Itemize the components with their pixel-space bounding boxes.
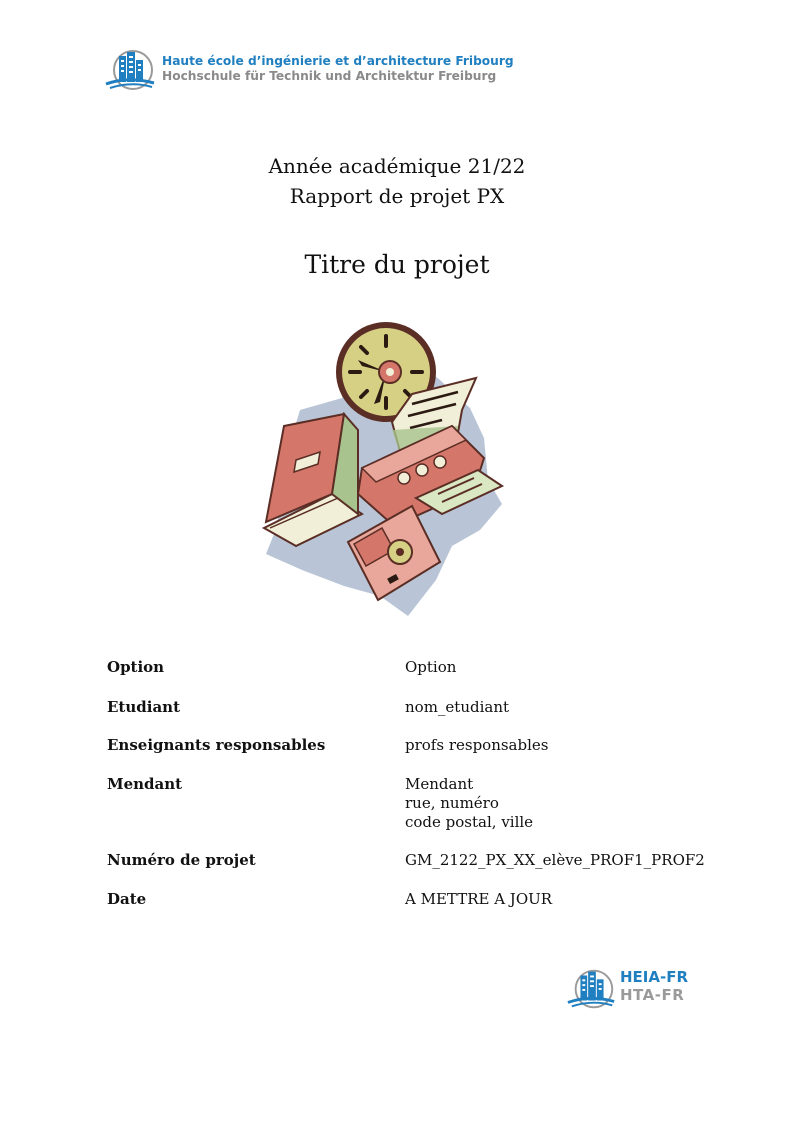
detail-row-client [107, 775, 747, 832]
academic-year: Année académique 21/22 [268, 154, 526, 178]
detail-label: Enseignants responsables [107, 736, 326, 754]
footer-acronym-de: HTA-FR [620, 986, 685, 1004]
detail-label: Date [107, 890, 147, 908]
school-name-fr: Haute école d’ingénierie et d’architecture Fribourg [162, 54, 514, 68]
detail-value-city: code postal, ville [405, 813, 534, 831]
footer-acronym-fr: HEIA-FR [620, 968, 689, 986]
school-name-de: Hochschule für Technik und Architektur Freiburg [162, 69, 497, 83]
detail-value: Mendant [405, 775, 474, 793]
detail-value: A METTRE A JOUR [405, 890, 553, 908]
detail-label: Option [107, 658, 165, 676]
detail-label: Mendant [107, 775, 183, 793]
detail-row-date [107, 890, 747, 909]
detail-row-student [107, 698, 747, 717]
office-clipart-icon [262, 318, 528, 620]
detail-row-teachers [107, 736, 747, 755]
school-building-icon [566, 965, 618, 1011]
detail-value: Option [405, 658, 457, 676]
project-title: Titre du projet [304, 250, 490, 279]
school-logo-header [104, 44, 514, 96]
detail-row-option [107, 658, 747, 677]
detail-value: nom_etudiant [405, 698, 510, 716]
detail-value: GM_2122_PX_XX_elève_PROF1_PROF2 [405, 851, 705, 869]
detail-label: Numéro de projet [107, 851, 256, 869]
detail-label: Etudiant [107, 698, 181, 716]
detail-value-street: rue, numéro [405, 794, 499, 812]
report-type: Rapport de projet PX [289, 184, 505, 208]
detail-value: profs responsables [405, 736, 549, 754]
detail-row-project-number [107, 851, 747, 870]
school-logo-footer [566, 965, 706, 1011]
school-building-icon [104, 46, 158, 92]
